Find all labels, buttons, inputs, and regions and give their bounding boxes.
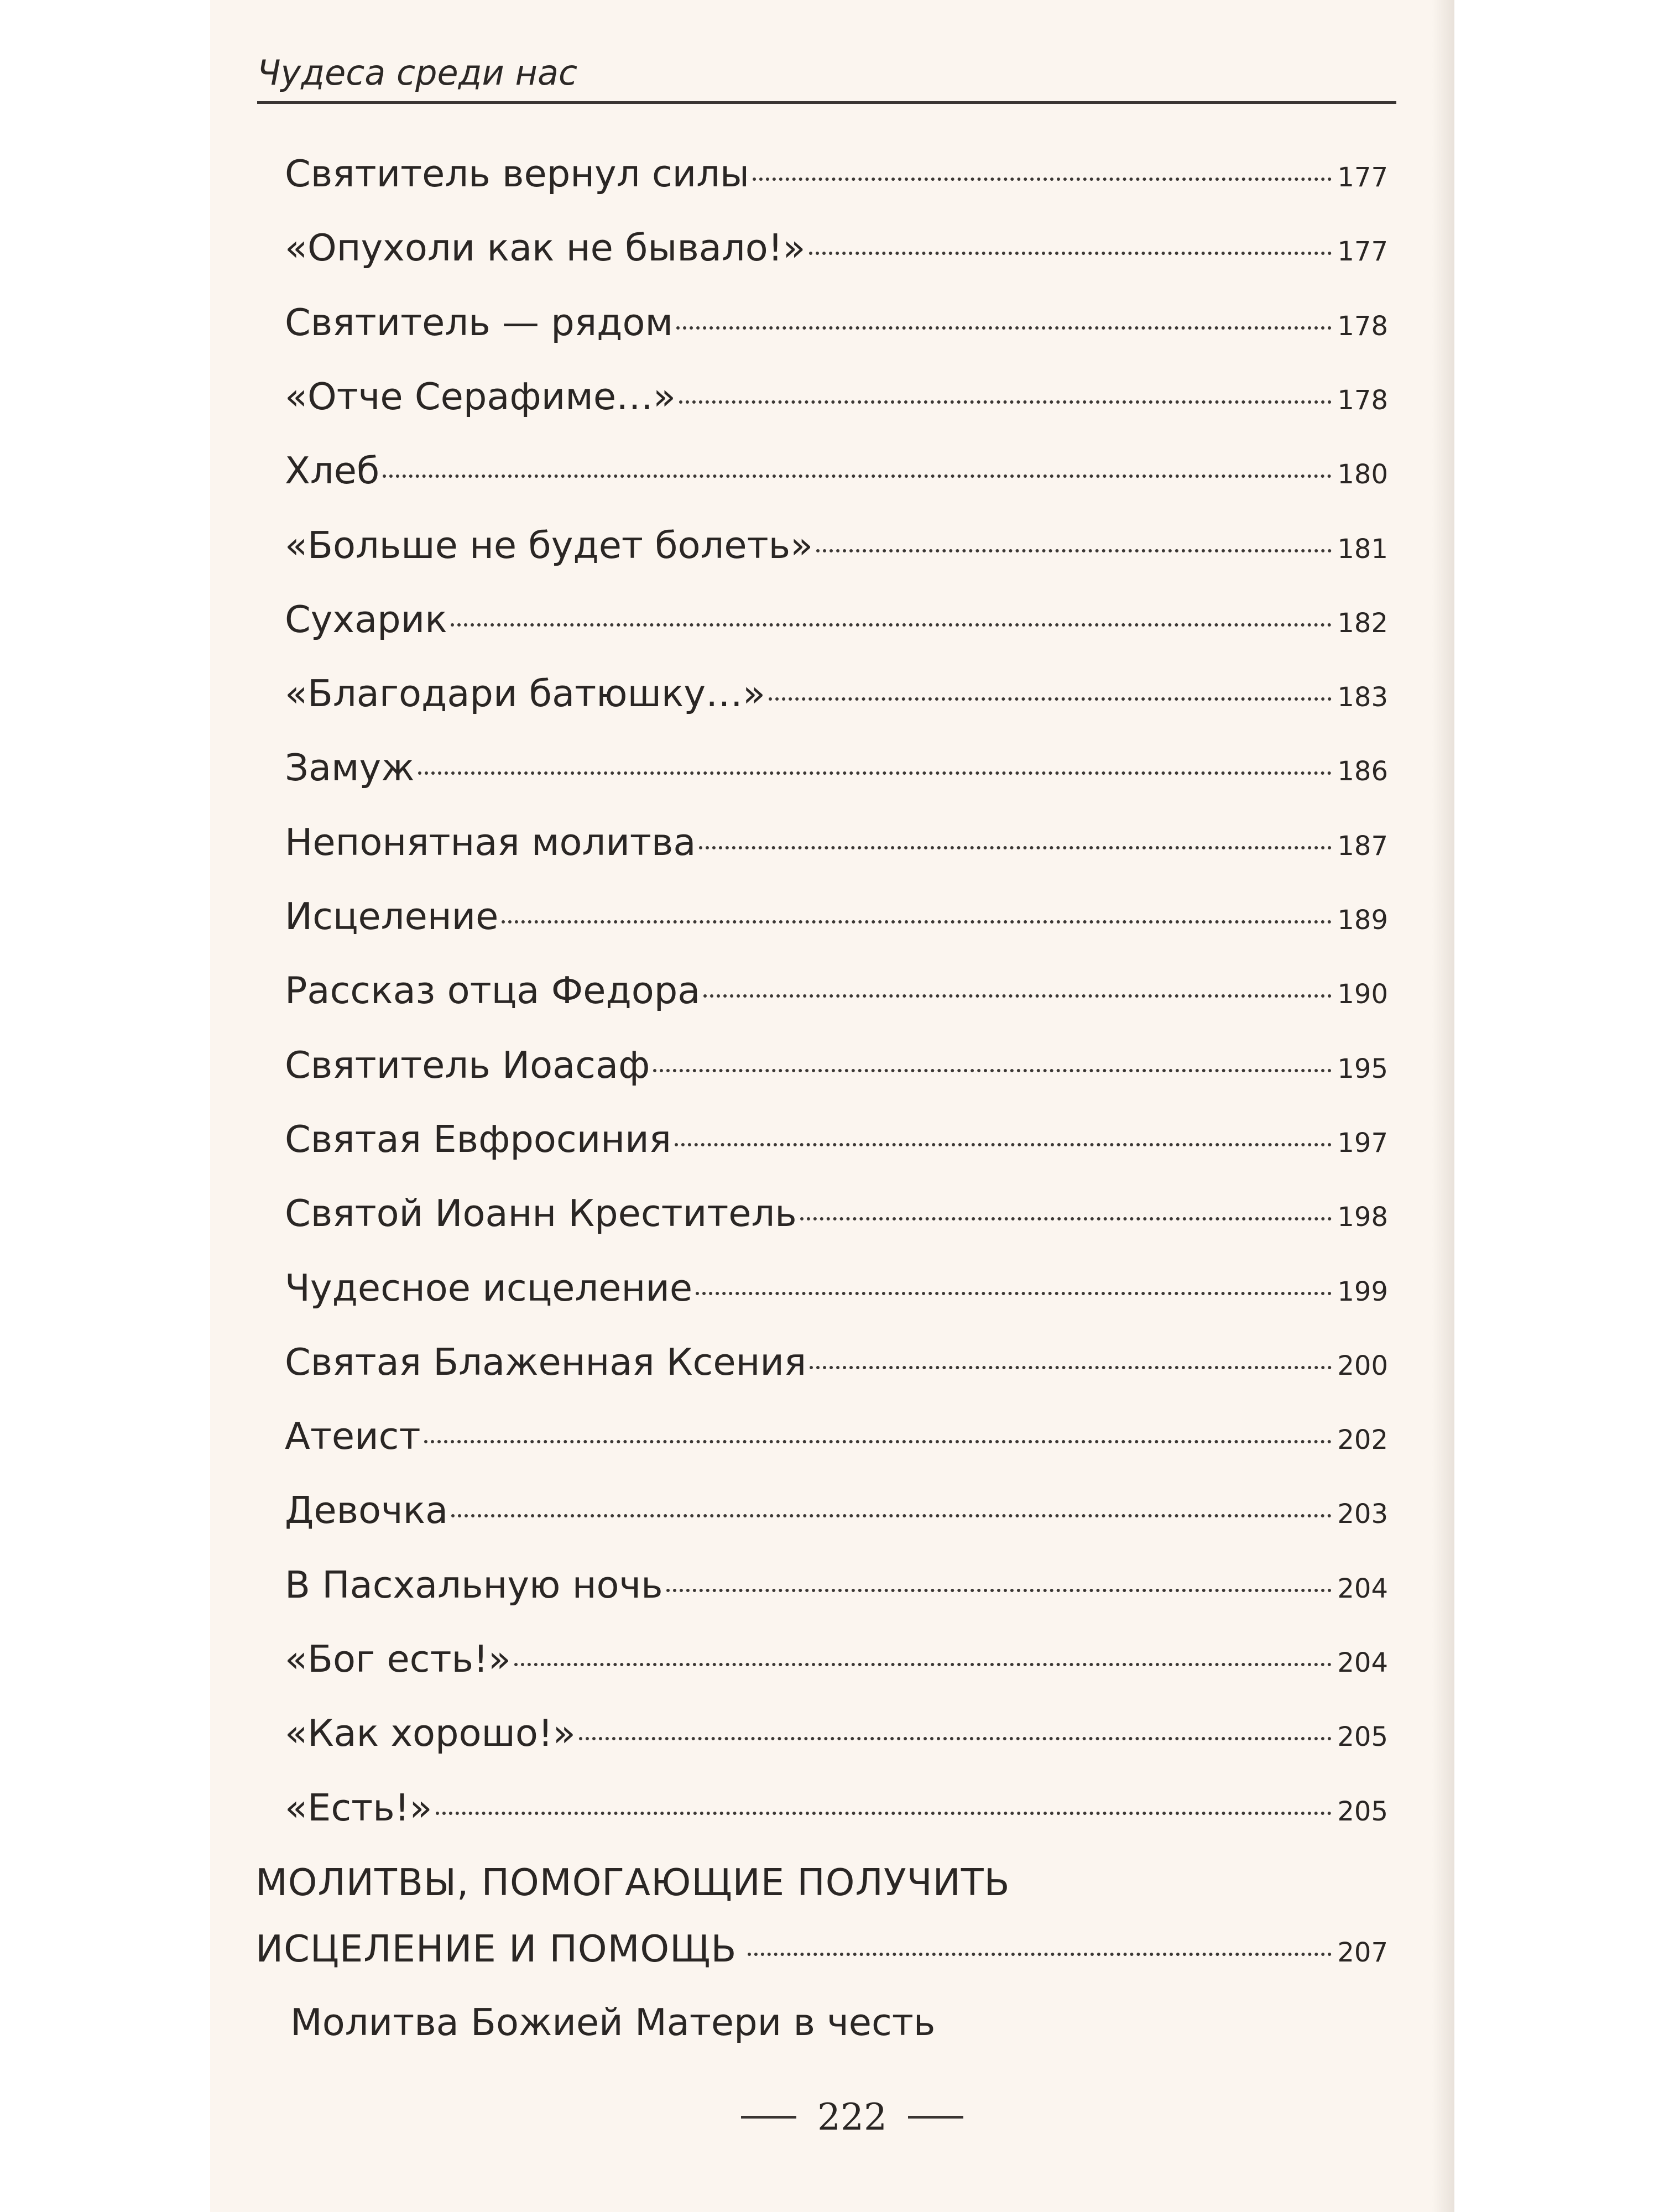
toc-entry: [285, 746, 1388, 790]
toc-entry-page-number: 177: [1337, 162, 1388, 193]
toc-entry: [285, 226, 1388, 270]
toc-entry-page-number: 199: [1337, 1276, 1388, 1307]
toc-entry-title: «Больше не будет болеть»: [285, 524, 813, 567]
toc-entry: [285, 449, 1388, 493]
toc-entry-page-number: 181: [1337, 534, 1388, 565]
toc-entry-page-number: 204: [1337, 1647, 1388, 1678]
toc-entry: [285, 895, 1388, 939]
toc-entry-title: Святая Евфросиния: [285, 1118, 671, 1161]
leader-dots: [653, 1069, 1332, 1072]
leader-dots: [383, 474, 1332, 478]
toc-entry: [285, 672, 1388, 716]
toc-entry-title: Святая Блаженная Ксения: [285, 1340, 807, 1384]
toc-entry-title: Девочка: [285, 1489, 448, 1532]
toc-entry-page-number: 204: [1337, 1573, 1388, 1604]
page-number: 222: [817, 2096, 887, 2138]
toc-entry: [285, 301, 1388, 345]
toc-entry-page-number: 200: [1337, 1350, 1388, 1381]
toc-entry: [285, 1786, 1388, 1830]
toc-entry-page-number: 205: [1337, 1796, 1388, 1827]
section-heading-row: [255, 1927, 1388, 1970]
leader-dots: [451, 1514, 1332, 1517]
leader-dots: [514, 1663, 1332, 1666]
toc-entry: [285, 1563, 1388, 1608]
toc-entry-page-number: 189: [1337, 905, 1388, 936]
toc-entry: [285, 1118, 1388, 1162]
toc-entry-page-number: 203: [1337, 1499, 1388, 1530]
toc-entry-page-number: 197: [1337, 1128, 1388, 1159]
toc-entry: [285, 1712, 1388, 1756]
section-page-number: 207: [1337, 1937, 1388, 1968]
running-head: Чудеса среди нас: [257, 53, 578, 93]
header-rule: [257, 101, 1396, 104]
folio-dash-left: [741, 2116, 796, 2119]
leader-dots: [675, 1143, 1332, 1146]
leader-dots: [699, 846, 1332, 849]
toc-entry: [285, 1415, 1388, 1459]
toc-entry-title: Замуж: [285, 746, 415, 789]
toc-entry-title: Хлеб: [285, 449, 380, 492]
page-folio: [741, 2096, 963, 2138]
leader-dots: [679, 400, 1332, 404]
toc-entry: [285, 524, 1388, 568]
leader-dots: [769, 697, 1332, 701]
toc-entry-title: «Отче Серафиме…»: [285, 375, 676, 418]
toc-entry: [285, 1192, 1388, 1236]
toc-entry-page-number: 178: [1337, 385, 1388, 416]
toc-entry: [285, 821, 1388, 865]
toc-entry-title: Святитель вернул силы: [285, 152, 749, 195]
toc-entry: [285, 598, 1388, 642]
leader-dots: [424, 1440, 1332, 1443]
toc-entry-title: Атеист: [285, 1415, 421, 1458]
toc-entry-title: Святитель — рядом: [285, 301, 673, 344]
leader-dots: [666, 1589, 1332, 1592]
leader-dots: [676, 326, 1332, 330]
toc-entry-page-number: 183: [1337, 682, 1388, 713]
leader-dots: [816, 549, 1332, 552]
toc-entry: [285, 1340, 1388, 1385]
section-heading-line-2: ИСЦЕЛЕНИЕ И ПОМОЩЬ: [255, 1927, 737, 1970]
toc-entry-title: Сухарик: [285, 598, 447, 641]
toc-entry-title: В Пасхальную ночь: [285, 1563, 663, 1606]
toc-entry-title: «Опухоли как не бывало!»: [285, 226, 806, 269]
toc-entry-title: «Есть!»: [285, 1786, 432, 1829]
toc-entry-title: Рассказ отца Федора: [285, 969, 701, 1012]
leader-dots: [800, 1217, 1332, 1220]
leader-dots: [579, 1737, 1332, 1740]
toc-entry: [285, 1266, 1388, 1311]
leader-dots: [502, 920, 1332, 924]
leader-dots: [696, 1292, 1332, 1295]
toc-entry-title: «Благодари батюшку…»: [285, 672, 766, 715]
toc-entry: [285, 969, 1388, 1013]
toc-entry-title: Исцеление: [285, 895, 499, 938]
toc-entry-page-number: 205: [1337, 1721, 1388, 1752]
leader-dots: [748, 1953, 1332, 1956]
toc-entry-page-number: 182: [1337, 608, 1388, 639]
folio-dash-right: [908, 2116, 963, 2119]
toc-entry-page-number: 187: [1337, 831, 1388, 862]
leader-dots: [418, 771, 1332, 775]
leader-dots: [451, 623, 1332, 627]
toc-entry-title: «Как хорошо!»: [285, 1712, 576, 1755]
section-heading-line-1: МОЛИТВЫ, ПОМОГАЮЩИЕ ПОЛУЧИТЬ: [255, 1861, 1010, 1904]
toc-entry-title: «Бог есть!»: [285, 1637, 511, 1681]
toc-entry-page-number: 190: [1337, 979, 1388, 1010]
leader-dots: [810, 1366, 1332, 1369]
toc-entry: [285, 1044, 1388, 1088]
toc-entry-page-number: 186: [1337, 756, 1388, 787]
leader-dots: [809, 252, 1332, 255]
toc-entry: [285, 152, 1388, 196]
toc-entry-page-number: 202: [1337, 1425, 1388, 1455]
toc-entry-page-number: 195: [1337, 1053, 1388, 1084]
leader-dots: [703, 994, 1332, 998]
toc-entry: [285, 1637, 1388, 1682]
toc-entry-title: Святитель Иоасаф: [285, 1044, 650, 1087]
toc-entry-page-number: 198: [1337, 1202, 1388, 1233]
toc-entry-title: Непонятная молитва: [285, 821, 696, 864]
toc-entry-page-number: 178: [1337, 311, 1388, 342]
leader-dots: [753, 178, 1332, 181]
leader-dots: [436, 1812, 1332, 1815]
toc-subentry: Молитва Божией Матери в честь: [290, 2001, 936, 2044]
toc-entry-title: Святой Иоанн Креститель: [285, 1192, 797, 1235]
toc-entry: [285, 375, 1388, 419]
toc-entry: [285, 1489, 1388, 1533]
toc-entry-page-number: 180: [1337, 459, 1388, 490]
toc-entry-title: Чудесное исцеление: [285, 1266, 693, 1310]
toc-entry-page-number: 177: [1337, 236, 1388, 267]
